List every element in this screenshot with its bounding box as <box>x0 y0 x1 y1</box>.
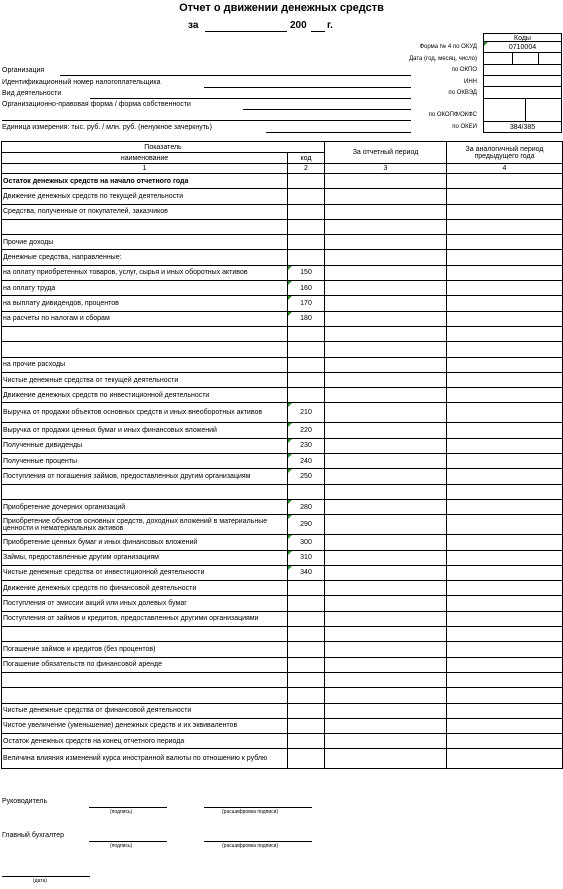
table-row <box>2 281 563 296</box>
row-code: 240 <box>288 454 325 469</box>
row-current-value[interactable] <box>325 515 447 535</box>
row-previous-value[interactable] <box>447 311 563 326</box>
row-current-value[interactable] <box>325 718 447 733</box>
row-name: Полученные проценты <box>2 454 288 469</box>
year-input-line[interactable] <box>311 31 325 32</box>
row-name: Средства, полученные от покупателей, заказчиков <box>2 204 288 219</box>
organization-input-line[interactable] <box>60 75 411 76</box>
okpo-cell[interactable] <box>483 65 562 76</box>
row-current-value[interactable] <box>325 357 447 372</box>
row-name: Поступления от займов и кредитов, предоставленных другими организациями <box>2 611 288 626</box>
col-number-1: 1 <box>2 164 288 174</box>
row-name: Погашение обязательств по финансовой аренде <box>2 657 288 672</box>
row-code <box>288 596 325 611</box>
row-code <box>288 235 325 250</box>
date-label: Дата (год, месяц, число) <box>409 56 477 62</box>
row-code: 290 <box>288 515 325 535</box>
table-row <box>2 657 563 672</box>
cash-flow-table <box>1 141 563 769</box>
period-input-line[interactable] <box>205 31 287 32</box>
row-previous-value[interactable] <box>447 469 563 484</box>
row-previous-value[interactable] <box>447 204 563 219</box>
codes-title: Коды <box>483 33 562 42</box>
accountant-sign-caption: (подпись) <box>110 843 133 849</box>
table-row <box>2 342 563 357</box>
row-current-value[interactable] <box>325 326 447 341</box>
row-name: Приобретение ценных бумаг и иных финансовых вложений <box>2 535 288 550</box>
year-prefix: 200 <box>290 20 307 31</box>
row-code <box>288 657 325 672</box>
okei-label: по ОКЕИ <box>452 124 477 130</box>
row-name <box>2 688 288 703</box>
row-name: на оплату труда <box>2 281 288 296</box>
row-previous-value[interactable] <box>447 219 563 234</box>
row-code: 340 <box>288 565 325 580</box>
col-number-4: 4 <box>447 164 563 174</box>
inn-label: ИНН <box>464 79 477 85</box>
inn-cell[interactable] <box>483 76 562 87</box>
row-current-value[interactable] <box>325 189 447 204</box>
row-code <box>288 672 325 687</box>
table-row <box>2 565 563 580</box>
row-current-value[interactable] <box>325 342 447 357</box>
row-code <box>288 627 325 642</box>
date-caption: (дата) <box>33 878 47 884</box>
row-name <box>2 627 288 642</box>
row-name: Движение денежных средств по финансовой деятельности <box>2 581 288 596</box>
table-row <box>2 515 563 535</box>
row-current-value[interactable] <box>325 611 447 626</box>
row-name <box>2 672 288 687</box>
table-row <box>2 174 563 189</box>
table-row <box>2 265 563 280</box>
table-row <box>2 423 563 438</box>
row-previous-value[interactable] <box>447 642 563 657</box>
row-current-value[interactable] <box>325 535 447 550</box>
row-current-value[interactable] <box>325 657 447 672</box>
table-row <box>2 749 563 769</box>
row-previous-value[interactable] <box>447 403 563 423</box>
row-code: 310 <box>288 550 325 565</box>
row-name: Погашение займов и кредитов (без процентов) <box>2 642 288 657</box>
row-current-value[interactable] <box>325 749 447 769</box>
row-current-value[interactable] <box>325 484 447 499</box>
row-name: на оплату приобретенных товаров, услуг, сырья и иных оборотных активов <box>2 265 288 280</box>
table-row <box>2 189 563 204</box>
tax-id-input-line[interactable] <box>204 87 411 88</box>
row-previous-value[interactable] <box>447 265 563 280</box>
organization-label: Организация <box>2 67 45 74</box>
table-row <box>2 296 563 311</box>
row-name: Выручка от продажи ценных бумаг и иных финансовых вложений <box>2 423 288 438</box>
table-row <box>2 469 563 484</box>
row-previous-value[interactable] <box>447 484 563 499</box>
row-current-value[interactable] <box>325 734 447 749</box>
header-name: наименование <box>2 153 288 164</box>
head-decode-caption: (расшифровка подписи) <box>222 809 279 815</box>
row-code: 220 <box>288 423 325 438</box>
row-previous-value[interactable] <box>447 342 563 357</box>
row-name: Прочие доходы <box>2 235 288 250</box>
table-row <box>2 219 563 234</box>
table-row <box>2 484 563 499</box>
row-previous-value[interactable] <box>447 611 563 626</box>
row-name: Движение денежных средств по инвестиционной деятельности <box>2 388 288 403</box>
row-previous-value[interactable] <box>447 749 563 769</box>
row-current-value[interactable] <box>325 423 447 438</box>
unit-input-line[interactable] <box>266 132 411 133</box>
row-previous-value[interactable] <box>447 581 563 596</box>
tax-id-label: Идентификационный номер налогоплательщика <box>2 79 161 86</box>
row-current-value[interactable] <box>325 565 447 580</box>
row-previous-value[interactable] <box>447 250 563 265</box>
row-code <box>288 734 325 749</box>
page-title: Отчет о движении денежных средств <box>179 2 384 14</box>
header-indicator: Показатель <box>2 142 325 153</box>
row-code <box>288 189 325 204</box>
row-name: Полученные дивиденды <box>2 438 288 453</box>
accountant-signature-line[interactable] <box>89 841 167 842</box>
okved-label: по ОКВЭД <box>448 90 477 96</box>
year-suffix: г. <box>327 20 333 31</box>
unit-label: Единица измерения: тыс. руб. / млн. руб. (ненужное зачеркнуть) <box>2 124 212 131</box>
row-current-value[interactable] <box>325 499 447 514</box>
row-current-value[interactable] <box>325 219 447 234</box>
head-sign-caption: (подпись) <box>110 809 133 815</box>
row-previous-value[interactable] <box>447 326 563 341</box>
row-code <box>288 174 325 189</box>
row-code <box>288 703 325 718</box>
row-current-value[interactable] <box>325 469 447 484</box>
header-code: код <box>288 153 325 164</box>
row-previous-value[interactable] <box>447 174 563 189</box>
table-row <box>2 672 563 687</box>
row-current-value[interactable] <box>325 174 447 189</box>
row-code <box>288 688 325 703</box>
table-row <box>2 688 563 703</box>
table-row <box>2 311 563 326</box>
row-code: 250 <box>288 469 325 484</box>
row-current-value[interactable] <box>325 703 447 718</box>
row-current-value[interactable] <box>325 672 447 687</box>
period-label <box>188 20 198 31</box>
row-name: Чистые денежные средства от текущей деятельности <box>2 372 288 387</box>
row-previous-value[interactable] <box>447 235 563 250</box>
row-previous-value[interactable] <box>447 423 563 438</box>
row-current-value[interactable] <box>325 454 447 469</box>
row-current-value[interactable] <box>325 265 447 280</box>
row-current-value[interactable] <box>325 403 447 423</box>
table-row <box>2 403 563 423</box>
table-row <box>2 703 563 718</box>
row-name: Чистые денежные средства от финансовой деятельности <box>2 703 288 718</box>
table-row <box>2 357 563 372</box>
legal-form-label: Организационно-правовая форма / форма собственности <box>2 101 191 108</box>
row-code: 170 <box>288 296 325 311</box>
table-row <box>2 326 563 341</box>
table-row <box>2 372 563 387</box>
col-number-2: 2 <box>288 164 325 174</box>
row-current-value[interactable] <box>325 372 447 387</box>
row-name <box>2 484 288 499</box>
activity-label: Вид деятельности <box>2 90 62 97</box>
row-previous-value[interactable] <box>447 672 563 687</box>
codes-block <box>483 33 562 133</box>
header-previous-period: За аналогичный период предыдущего года <box>447 142 563 164</box>
row-code: 300 <box>288 535 325 550</box>
row-previous-value[interactable] <box>447 718 563 733</box>
legal-form-input-line-1[interactable] <box>243 109 411 110</box>
row-previous-value[interactable] <box>447 357 563 372</box>
row-name: Остаток денежных средств на начало отчетного года <box>2 174 288 189</box>
row-code <box>288 250 325 265</box>
period-prefix: за <box>188 20 199 31</box>
row-name: Движение денежных средств по текущей деятельности <box>2 189 288 204</box>
activity-input-line[interactable] <box>90 98 411 99</box>
row-code <box>288 372 325 387</box>
header-current-period: За отчетный период <box>325 142 447 164</box>
row-previous-value[interactable] <box>447 596 563 611</box>
table-row <box>2 438 563 453</box>
row-previous-value[interactable] <box>447 189 563 204</box>
row-current-value[interactable] <box>325 438 447 453</box>
okopf-label: по ОКОПФ/ОКФС <box>428 112 477 118</box>
row-name <box>2 342 288 357</box>
date-cells[interactable] <box>483 53 562 65</box>
accountant-decode-caption: (расшифровка подписи) <box>222 843 279 849</box>
row-previous-value[interactable] <box>447 296 563 311</box>
table-row <box>2 596 563 611</box>
row-previous-value[interactable] <box>447 627 563 642</box>
row-code: 230 <box>288 438 325 453</box>
row-code <box>288 204 325 219</box>
row-name: Денежные средства, направленные: <box>2 250 288 265</box>
table-row <box>2 611 563 626</box>
row-code: 180 <box>288 311 325 326</box>
row-code <box>288 484 325 499</box>
row-code <box>288 219 325 234</box>
row-previous-value[interactable] <box>447 550 563 565</box>
row-code <box>288 611 325 626</box>
row-previous-value[interactable] <box>447 438 563 453</box>
row-code <box>288 342 325 357</box>
row-code <box>288 718 325 733</box>
row-previous-value[interactable] <box>447 388 563 403</box>
row-previous-value[interactable] <box>447 734 563 749</box>
table-row <box>2 535 563 550</box>
row-code: 280 <box>288 499 325 514</box>
head-decode-line[interactable] <box>204 807 312 808</box>
table-row <box>2 627 563 642</box>
okei-value: 384/385 <box>483 122 562 133</box>
row-code <box>288 357 325 372</box>
row-current-value[interactable] <box>325 596 447 611</box>
table-row <box>2 250 563 265</box>
row-name: Остаток денежных средств на конец отчетного периода <box>2 734 288 749</box>
row-code <box>288 388 325 403</box>
row-current-value[interactable] <box>325 688 447 703</box>
okopf-cell[interactable] <box>483 99 562 122</box>
table-row <box>2 388 563 403</box>
row-name: Приобретение объектов основных средств, доходных вложений в материальные ценности и нематериальных активов <box>2 515 288 535</box>
okud-label: Форма № 4 по ОКУД <box>419 44 477 50</box>
row-code <box>288 581 325 596</box>
row-name: Займы, предоставленные другим организациям <box>2 550 288 565</box>
date-signature-line[interactable] <box>2 876 90 877</box>
row-current-value[interactable] <box>325 250 447 265</box>
legal-form-input-line-2[interactable] <box>2 120 411 121</box>
row-previous-value[interactable] <box>447 703 563 718</box>
table-row <box>2 734 563 749</box>
row-name: Величина влияния изменений курса иностранной валюты по отношению к рублю <box>2 749 288 769</box>
row-name: Поступления от погашения займов, предоставленных другим организациям <box>2 469 288 484</box>
row-name <box>2 219 288 234</box>
row-previous-value[interactable] <box>447 454 563 469</box>
row-current-value[interactable] <box>325 281 447 296</box>
row-current-value[interactable] <box>325 581 447 596</box>
row-code <box>288 749 325 769</box>
row-current-value[interactable] <box>325 204 447 219</box>
table-row <box>2 454 563 469</box>
row-current-value[interactable] <box>325 311 447 326</box>
row-previous-value[interactable] <box>447 688 563 703</box>
okpo-label: по ОКПО <box>451 67 477 73</box>
accountant-label: Главный бухгалтер <box>2 832 64 839</box>
row-current-value[interactable] <box>325 296 447 311</box>
row-code <box>288 642 325 657</box>
col-number-3: 3 <box>325 164 447 174</box>
row-name: на расчеты по налогам и сборам <box>2 311 288 326</box>
row-name: на выплату дивидендов, процентов <box>2 296 288 311</box>
row-name: Приобретение дочерних организаций <box>2 499 288 514</box>
row-current-value[interactable] <box>325 627 447 642</box>
table-row <box>2 499 563 514</box>
row-current-value[interactable] <box>325 388 447 403</box>
row-name: Чистые денежные средства от инвестиционной деятельности <box>2 565 288 580</box>
table-row <box>2 642 563 657</box>
row-code <box>288 326 325 341</box>
row-name: на прочие расходы <box>2 357 288 372</box>
accountant-decode-line[interactable] <box>204 841 312 842</box>
row-name: Выручка от продажи объектов основных средств и иных внеоборотных активов <box>2 403 288 423</box>
row-current-value[interactable] <box>325 550 447 565</box>
row-previous-value[interactable] <box>447 499 563 514</box>
row-current-value[interactable] <box>325 235 447 250</box>
head-label: Руководитель <box>2 798 48 805</box>
row-name: Поступления от эмиссии акций или иных долевых бумаг <box>2 596 288 611</box>
row-previous-value[interactable] <box>447 515 563 535</box>
row-previous-value[interactable] <box>447 372 563 387</box>
okved-cell[interactable] <box>483 87 562 99</box>
table-row <box>2 550 563 565</box>
head-signature-line[interactable] <box>89 807 167 808</box>
row-current-value[interactable] <box>325 642 447 657</box>
row-code: 150 <box>288 265 325 280</box>
row-previous-value[interactable] <box>447 281 563 296</box>
row-code: 160 <box>288 281 325 296</box>
row-previous-value[interactable] <box>447 535 563 550</box>
row-previous-value[interactable] <box>447 565 563 580</box>
row-name: Чистое увеличение (уменьшение) денежных средств и их эквивалентов <box>2 718 288 733</box>
table-row <box>2 581 563 596</box>
row-previous-value[interactable] <box>447 657 563 672</box>
table-row <box>2 204 563 219</box>
table-row <box>2 235 563 250</box>
row-name <box>2 326 288 341</box>
table-row <box>2 718 563 733</box>
row-code: 210 <box>288 403 325 423</box>
okud-value: 0710004 <box>483 42 562 53</box>
